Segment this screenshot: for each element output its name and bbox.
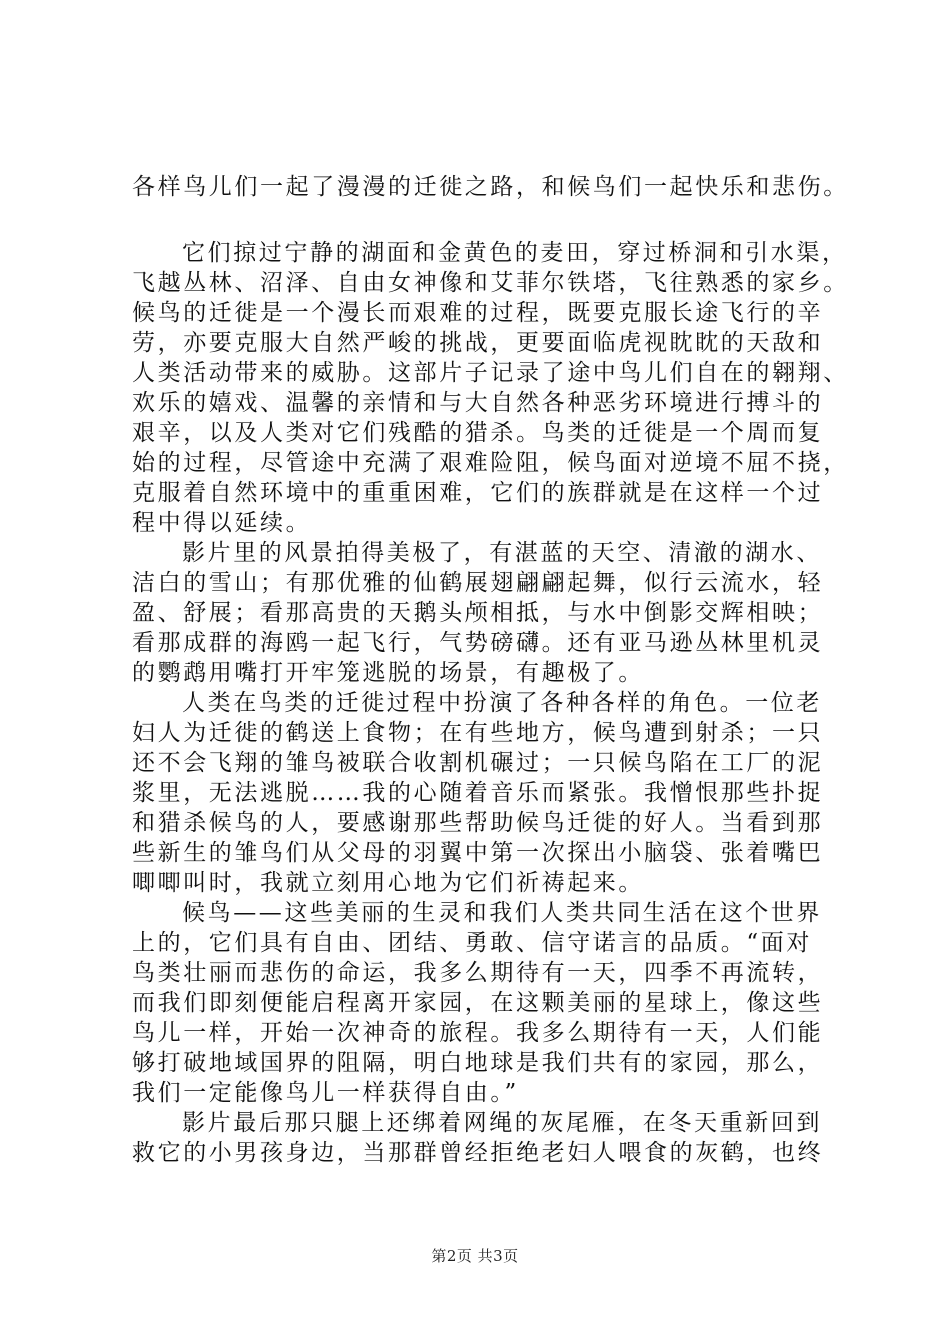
text-line: 看那成群的海鸥一起飞行，气势磅礴。还有亚马逊丛林里机灵 bbox=[132, 630, 824, 656]
text-line: 候鸟——这些美丽的生灵和我们人类共同生活在这个世界 bbox=[182, 900, 822, 926]
paragraph bbox=[132, 172, 849, 202]
text-line: 的鹦鹉用嘴打开牢笼逃脱的场景，有趣极了。 bbox=[132, 660, 644, 686]
text-line: 救它的小男孩身边，当那群曾经拒绝老妇人喂食的灰鹤，也终 bbox=[132, 1140, 824, 1166]
text-line: 浆里，无法逃脱……我的心随着音乐而紧张。我憎恨那些扑捉 bbox=[132, 780, 824, 806]
text-line: 影片里的风景拍得美极了，有湛蓝的天空、清澈的湖水、 bbox=[182, 540, 822, 566]
paragraph bbox=[132, 1108, 832, 1168]
text-line: 克服着自然环境中的重重困难，它们的族群就是在这样一个过 bbox=[132, 480, 824, 506]
text-line: 洁白的雪山；有那优雅的仙鹤展翅翩翩起舞，似行云流水，轻 bbox=[132, 570, 824, 596]
text-line: 始的过程，尽管途中充满了艰难险阻，候鸟面对逆境不屈不挠， bbox=[132, 450, 849, 476]
text-line: 欢乐的嬉戏、温馨的亲情和与大自然各种恶劣环境进行搏斗的 bbox=[132, 390, 824, 416]
paragraph bbox=[132, 898, 832, 1108]
text-line: 些新生的雏鸟们从父母的羽翼中第一次探出小脑袋、张着嘴巴 bbox=[132, 840, 824, 866]
text-line: 还不会飞翔的雏鸟被联合收割机碾过；一只候鸟陷在工厂的泥 bbox=[132, 750, 824, 776]
paragraph-gap bbox=[132, 202, 832, 238]
text-line: 上的，它们具有自由、团结、勇敢、信守诺言的品质。“面对 bbox=[132, 930, 812, 956]
text-line: 鸟儿一样，开始一次神奇的旅程。我多么期待有一天，人们能 bbox=[132, 1020, 824, 1046]
page-footer: 第2页 共3页 bbox=[431, 1247, 519, 1265]
text-line: 唧唧叫时，我就立刻用心地为它们祈祷起来。 bbox=[132, 870, 644, 896]
text-line: 人类在鸟类的迁徙过程中扮演了各种各样的角色。一位老 bbox=[182, 690, 822, 716]
text-line: 人类活动带来的威胁。这部片子记录了途中鸟儿们自在的翱翔、 bbox=[132, 360, 849, 386]
text-line: 我们一定能像鸟儿一样获得自由。” bbox=[132, 1080, 519, 1106]
paragraph bbox=[132, 238, 849, 538]
body-text bbox=[132, 172, 849, 1168]
text-line: 艰辛，以及人类对它们残酷的猎杀。鸟类的迁徙是一个周而复 bbox=[132, 420, 824, 446]
paragraph bbox=[132, 688, 832, 898]
text-line: 它们掠过宁静的湖面和金黄色的麦田，穿过桥洞和引水渠， bbox=[182, 240, 848, 266]
text-line: 鸟类壮丽而悲伤的命运，我多么期待有一天，四季不再流转， bbox=[132, 960, 824, 986]
text-line: 影片最后那只腿上还绑着网绳的灰尾雁，在冬天重新回到 bbox=[182, 1110, 822, 1136]
paragraph bbox=[132, 538, 832, 688]
text-line: 够打破地域国界的阻隔，明白地球是我们共有的家园，那么， bbox=[132, 1050, 824, 1076]
text-line: 飞越丛林、沼泽、自由女神像和艾菲尔铁塔，飞往熟悉的家乡。 bbox=[132, 270, 849, 296]
text-line: 劳，亦要克服大自然严峻的挑战，更要面临虎视眈眈的天敌和 bbox=[132, 330, 824, 356]
text-line: 妇人为迁徙的鹤送上食物；在有些地方，候鸟遭到射杀；一只 bbox=[132, 720, 824, 746]
text-line: 而我们即刻便能启程离开家园，在这颗美丽的星球上，像这些 bbox=[132, 990, 824, 1016]
text-line: 和猎杀候鸟的人，要感谢那些帮助候鸟迁徙的好人。当看到那 bbox=[132, 810, 824, 836]
text-line: 盈、舒展；看那高贵的天鹅头颅相抵，与水中倒影交辉相映； bbox=[132, 600, 824, 626]
text-line: 程中得以延续。 bbox=[132, 510, 312, 536]
text-line: 各样鸟儿们一起了漫漫的迁徙之路，和候鸟们一起快乐和悲伤。 bbox=[132, 174, 849, 200]
text-line: 候鸟的迁徙是一个漫长而艰难的过程，既要克服长途飞行的辛 bbox=[132, 300, 824, 326]
